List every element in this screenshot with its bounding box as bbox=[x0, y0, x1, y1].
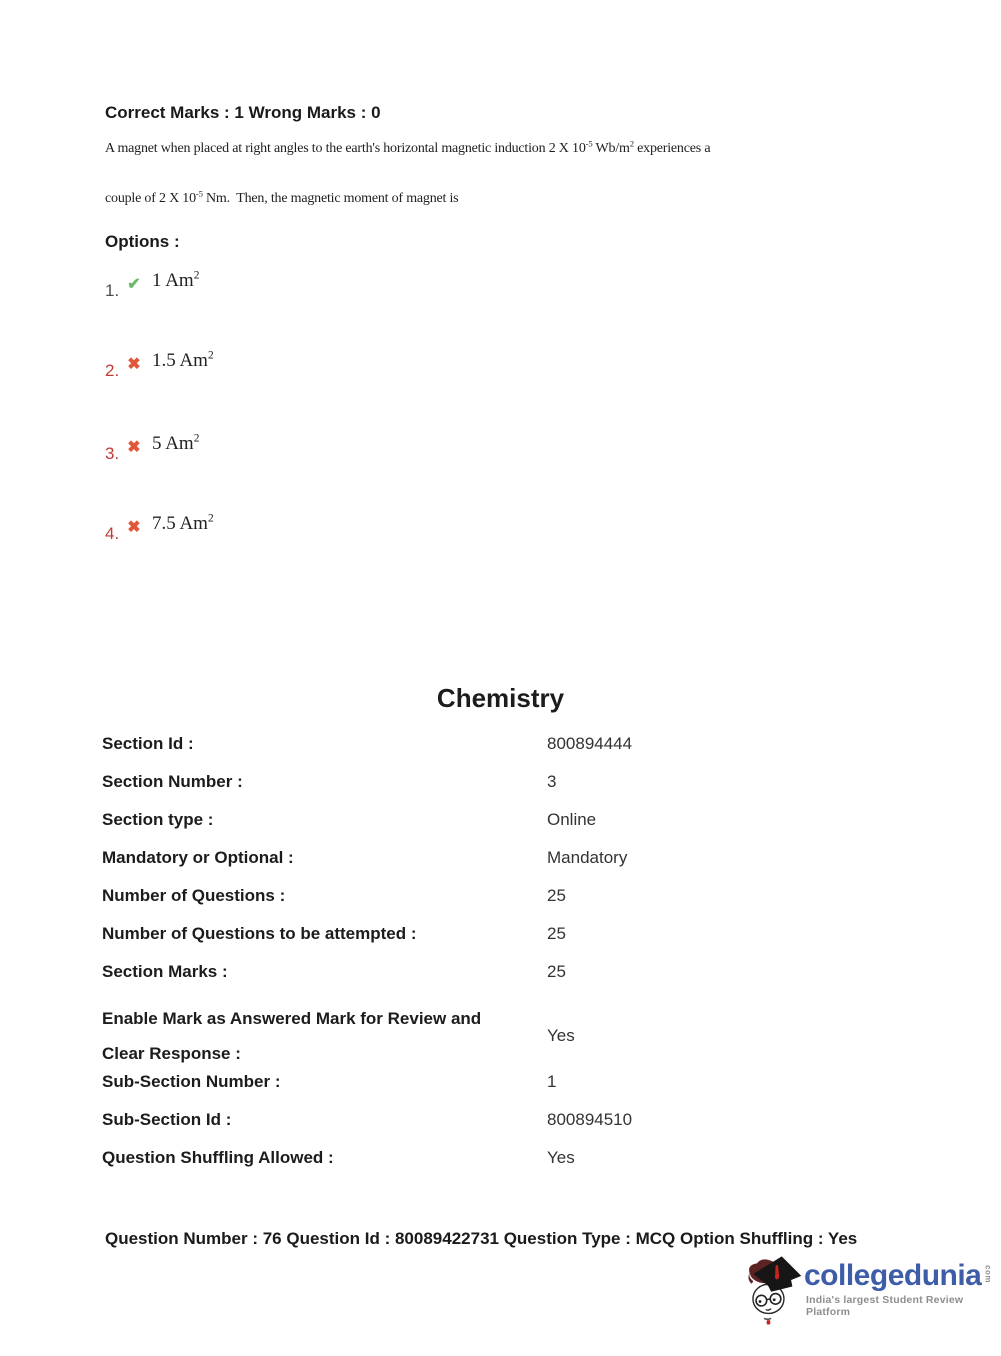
option-1-text: 1 Am$^2$ bbox=[152, 269, 200, 291]
table-row: Question Shuffling Allowed : Yes bbox=[102, 1148, 575, 1167]
option-3-text: 5 Am$^2$ bbox=[152, 432, 200, 454]
question-text-line-2: couple of 2 X $10^{-5}$ Nm. Then, the magnetic moment of magnet is bbox=[105, 188, 459, 206]
table-row: Enable Mark as Answered Mark for Review and Clear Response : Yes bbox=[102, 1009, 575, 1063]
mascot-icon bbox=[741, 1254, 803, 1326]
section-info-table bbox=[102, 734, 902, 1186]
table-row: Sub-Section Id : 800894510 bbox=[102, 1110, 633, 1129]
option-1-number: 1. bbox=[105, 281, 120, 300]
brand-tld: com bbox=[983, 1265, 993, 1283]
option-2-number: 2. bbox=[105, 361, 120, 380]
option-2-text: 1.5 Am$^2$ bbox=[152, 349, 214, 371]
table-row: Section Marks : 25 bbox=[102, 962, 566, 981]
table-row: Number of Questions : 25 bbox=[102, 886, 566, 905]
check-icon: ✔ bbox=[127, 276, 141, 293]
option-4-number: 4. bbox=[105, 524, 120, 543]
cross-icon: ✖ bbox=[127, 519, 141, 536]
table-row: Section type : Online bbox=[102, 810, 597, 829]
brand-wordmark: collegedunia bbox=[804, 1259, 982, 1292]
option-3 bbox=[105, 431, 199, 464]
collegedunia-logo[interactable] bbox=[741, 1252, 993, 1332]
table-row: Number of Questions to be attempted : 25 bbox=[102, 924, 566, 943]
option-1 bbox=[105, 268, 199, 301]
option-3-number: 3. bbox=[105, 444, 120, 463]
option-4 bbox=[105, 511, 214, 544]
cross-icon: ✖ bbox=[127, 356, 141, 373]
options-heading: Options : bbox=[105, 232, 180, 251]
question-text-line-1: A magnet when placed at right angles to the earth's horizontal magnetic induction 2 X $10^{-5}$ $Wb/m^2$ experiences a bbox=[105, 138, 711, 156]
marks-header: Correct Marks : 1 Wrong Marks : 0 bbox=[105, 103, 381, 122]
brand-tagline: India's largest Student Review Platform bbox=[806, 1294, 964, 1318]
table-row: Section Number : 3 bbox=[102, 772, 557, 791]
question-meta-header: Question Number : 76 Question Id : 80089422731 Question Type : MCQ Option Shuffling : Yes bbox=[105, 1229, 858, 1248]
option-2 bbox=[105, 348, 214, 381]
option-4-text: 7.5 Am$^2$ bbox=[152, 512, 214, 534]
table-row: Section Id : 800894444 bbox=[102, 734, 633, 753]
section-title: Chemistry bbox=[436, 683, 565, 713]
table-row: Sub-Section Number : 1 bbox=[102, 1072, 557, 1091]
cross-icon: ✖ bbox=[127, 439, 141, 456]
table-row: Mandatory or Optional : Mandatory bbox=[102, 848, 628, 867]
